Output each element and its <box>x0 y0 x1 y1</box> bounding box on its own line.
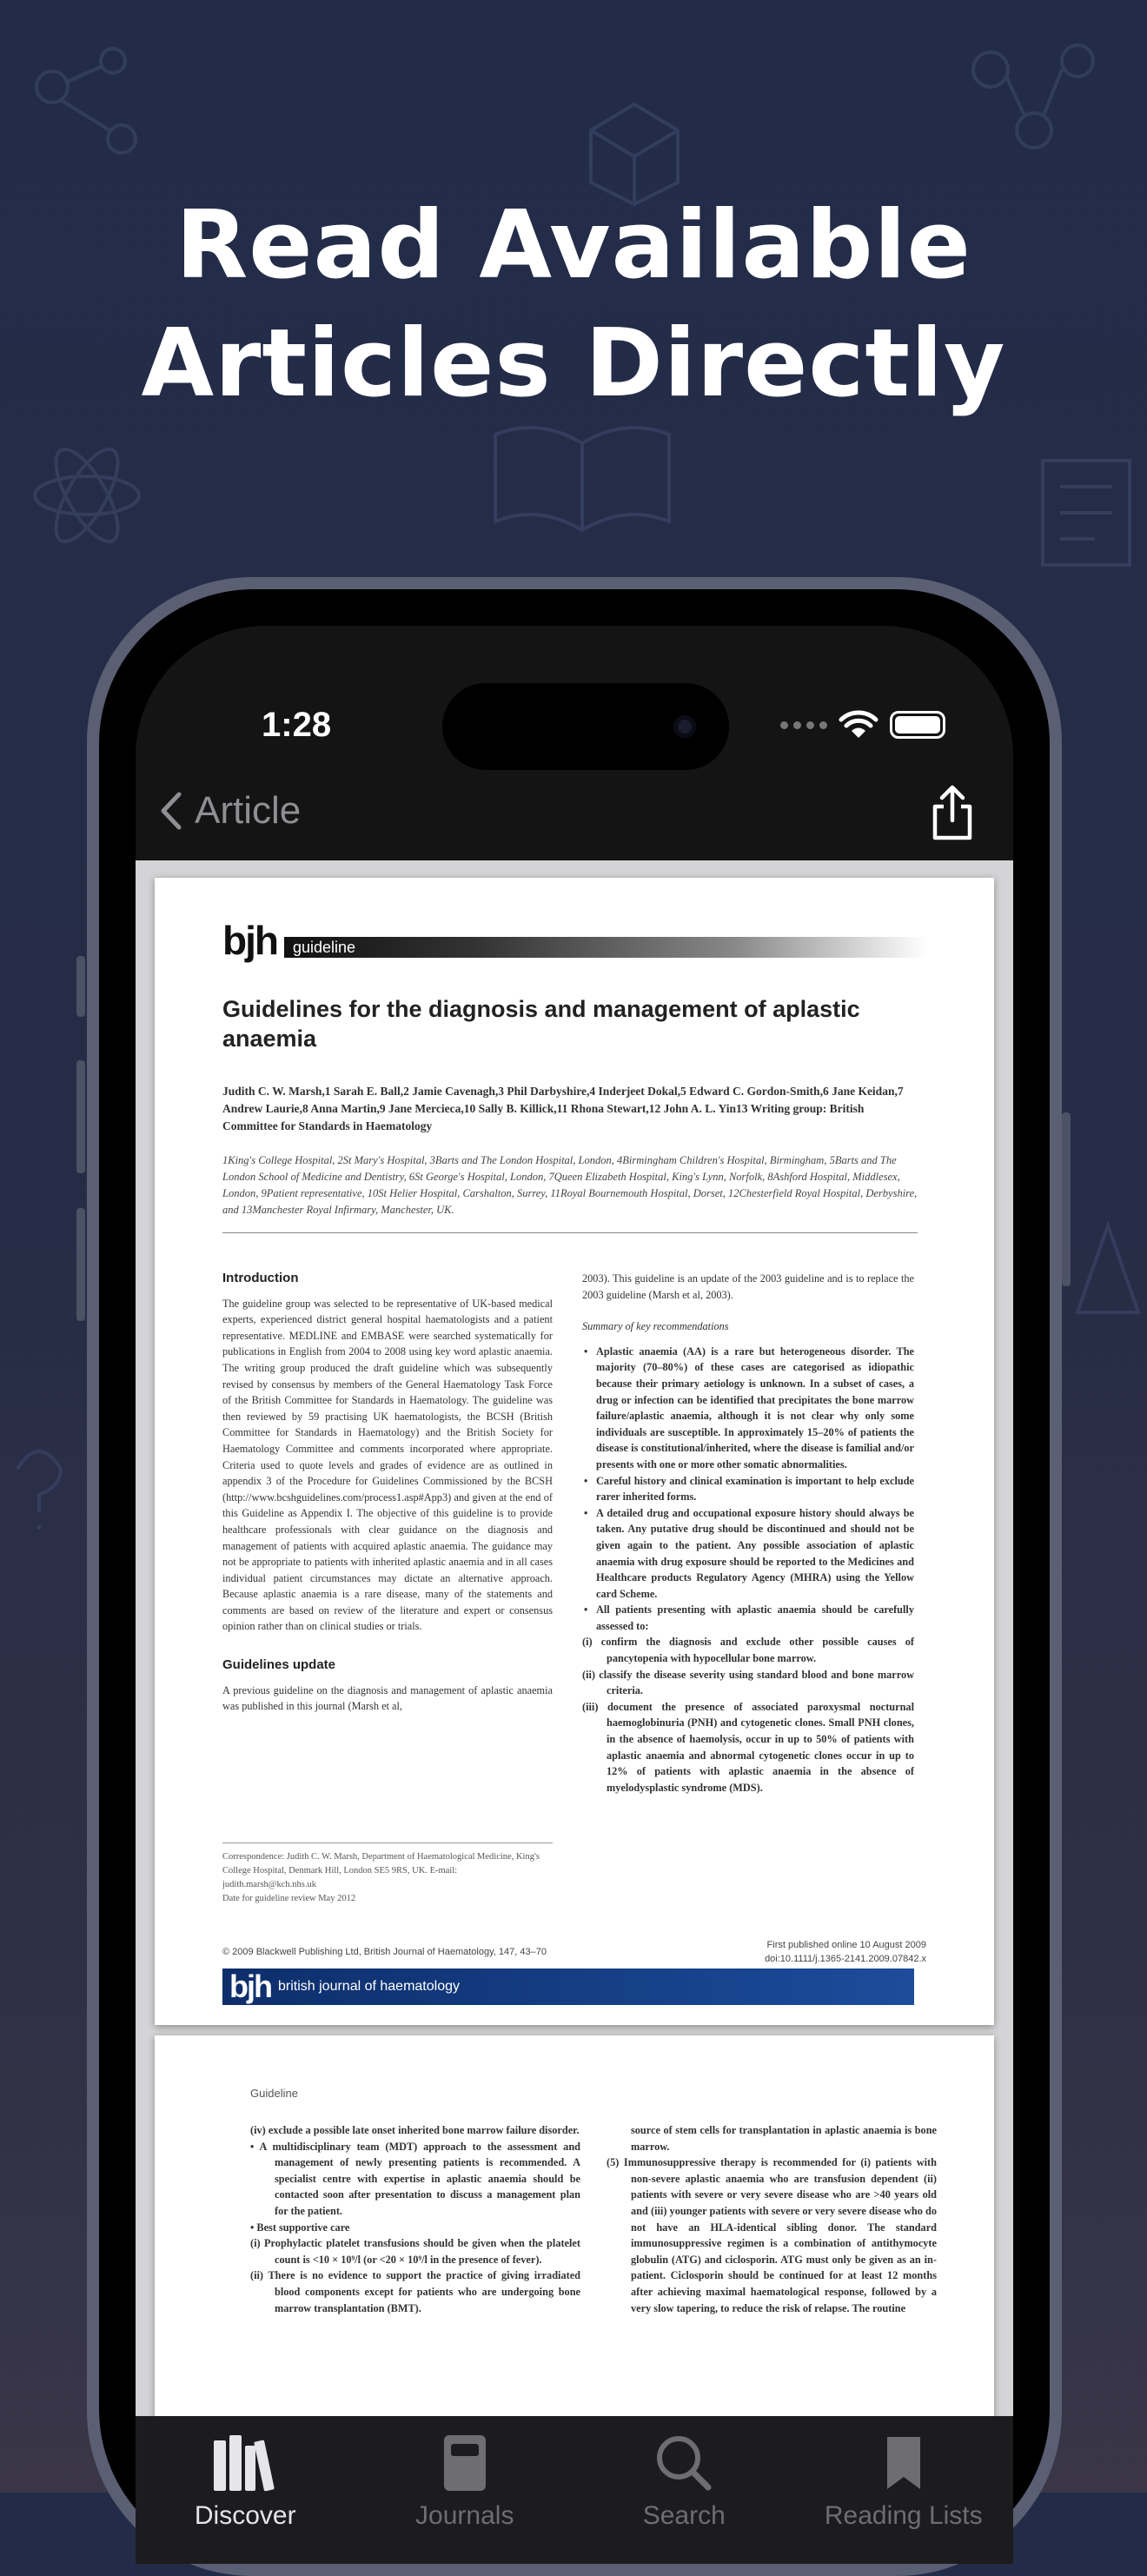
status-time: 1:28 <box>262 706 332 744</box>
update-text: A previous guideline on the diagnosis and management of aplastic anaemia was published in this journal (Marsh et al, <box>222 1683 553 1713</box>
recommendation-item: • Aplastic anaemia (AA) is a rare but heterogeneous disorder. The majority (70–80%) of these cases are categorised as idiopathic because their primary aetiology is unknown. In a subset of cases, a drug or infection can be identified that precipitates the bone marrow failure/aplastic anaemia, although it is not clear why only some individuals are susceptible. In approximately 15–20% of patients the disease is constitutional/inherited, where the disease is familial and/or presents with one or more other somatic abnormalities. <box>582 1344 914 1473</box>
wifi-icon <box>839 710 878 740</box>
tab-bar <box>136 2416 1013 2564</box>
chevron-left-icon <box>160 791 182 831</box>
status-icons <box>780 710 945 740</box>
share-icon <box>926 782 978 843</box>
back-button[interactable] <box>160 789 301 833</box>
subitem: (i) confirm the diagnosis and exclude other possible causes of pancytopenia with hypocellular bone marrow. <box>582 1636 914 1665</box>
dynamic-island <box>442 683 729 770</box>
books-icon <box>210 2433 280 2493</box>
running-head: Guideline <box>250 2087 298 2100</box>
journal-banner: bjh british journal of haematology <box>222 1969 914 2005</box>
signal-dots-icon <box>780 721 827 729</box>
headline-line-1: Read Available <box>176 191 971 300</box>
app-screen <box>136 626 1013 2564</box>
subitem: (iii) document the presence of associated paroxysmal nocturnal haemoglobinuria (PNH) and cytogenetic clones. Small PNH clones, in the absence of haemolysis, occur in up to 50% of patients with aplastic anaemia and abnormal cytogenetic clones occur in up to 12% of patients with aplastic anaemia in the absence of myelodysplastic syndrome (MDS). <box>582 1700 914 1794</box>
copyright-line: © 2009 Blackwell Publishing Ltd, British Journal of Haematology, 147, 43–70 <box>222 1947 547 1957</box>
journal-icon <box>439 2433 491 2493</box>
phone-frame <box>87 577 1062 2576</box>
page2-left-column: (iv) exclude a possible late onset inherited bone marrow failure disorder. • A multidisciplinary team (MDT) approach to the assessment and management of newly presenting patients is recommended. A specialist centre with expertise in aplastic anaemia should be contacted soon after presentation to discuss a management plan for the patient. • Best supportive care (i) Prophylactic platelet transfusions should be given when the platelet count is <10 × 10⁹/l (or <20 × 10⁹/l in the presence of fever). (ii) There is no evidence to support the practice of giving irradiated blood components except for patients who are undergoing bone marrow transplantation (BMT). <box>250 2124 580 2314</box>
intro-text: The guideline group was selected to be representative of UK-based medical experts, experienced district general hospital haematologists and a patient representative. MEDLINE and EMBASE were searched systematically for publications in English from 2004 to 2008 using key word aplastic anaemia. The writing group produced the draft guideline which was subsequently revised by consensus by members of the General Haematology Task Force of the British Committee for Standards in Haematology. The guideline was then reviewed by 59 practising UK haematologists, the BCSH (British Committee for Standards in Haematology) and the British Society for Haematology Committee and comments incorporated where appropriate. Criteria used to quote levels and grades of evidence are as outlined in appendix 3 of the Procedure for Guidelines Commissioned by the BCSH (http://www.bcshguidelines.com/process1.asp#App3) and given at the end of this Guideline as Appendix I. The objective of this guideline is to provide healthcare professionals with clear guidance on the diagnosis and management of patients with acquired aplastic anaemia. The guidance may not be appropriate to patients with inherited aplastic anaemia and in all cases individual patient circumstances may dictate an alternative approach. Because aplastic anaemia is a rare disease, many of the statements and comments are based on review of the literature and expert or consensus opinion rather than on clinical studies or trials. <box>222 1297 553 1633</box>
journal-logo: bjh guideline <box>222 923 927 958</box>
share-button[interactable] <box>926 782 978 846</box>
recommendation-list <box>582 1344 914 1635</box>
page2-right-column: source of stem cells for transplantation in aplastic anaemia is bone marrow. (5) Immunosuppressive therapy is recommended for (i) patients with non-severe aplastic anaemia who are transfusion dependent (ii) patients with severe or very severe disease who are >40 years old and (iii) younger patients with severe or very severe disease who do not have an HLA-identical sibling donor. The standard immunosuppressive regimen is a combination of antithymocyte globulin (ATG) and ciclosporin. ATG must only be given as an in-patient. Ciclosporin should be continued for at least 12 months after achieving maximal haematological response, followed by a very slow tapering, to reduce the risk of relapse. The routine <box>607 2124 937 2314</box>
correspondence-note: Correspondence: Judith C. W. Marsh, Department of Haematological Medicine, King's College Hospital, Denmark Hill, London SE5 9RS, UK. E-mail: judith.marsh@kch.nhs.uk Date for guideline review May 2012 <box>222 1842 553 1906</box>
tab-reading-lists[interactable]: Reading Lists <box>817 2433 991 2531</box>
back-label: Article <box>195 789 302 832</box>
tab-discover[interactable]: Discover <box>158 2433 332 2531</box>
summary-heading: Summary of key recommendations <box>582 1320 729 1333</box>
update-heading: Guidelines update <box>222 1657 336 1673</box>
article-affiliations: 1King's College Hospital, 2St Mary's Hospital, 3Barts and The London Hospital, London, 4Birmingham Children's Hospital, Birmingham, 5Barts and The London School of Medicine and Dentistry, 6St George's Hospital, London, 7Queen Elizabeth Hospital, King's Lynn, Norfolk, 8Ashford Hospital, Middlesex, London, 9Patient representative, 10St Helier Hospital, Carshalton, Surrey, 11Royal Bournemouth Hospital, Dorset, 12Chesterfield Royal Hospital, Derbyshire, and 13Manchester Royal Infirmary, Manchester, UK. <box>222 1152 918 1233</box>
publication-info: First published online 10 August 2009 doi:10.1111/j.1365-2141.2009.07842.x <box>765 1940 926 1964</box>
right-continued-text: 2003). This guideline is an update of the 2003 guideline and is to replace the 2003 guideline (Marsh et al, 2003). <box>582 1272 914 1301</box>
pdf-page-1 <box>155 878 994 2025</box>
pdf-viewer[interactable] <box>136 860 1013 2564</box>
bookmark-icon <box>882 2433 925 2493</box>
left-column <box>222 1271 553 1715</box>
tab-search[interactable]: Search <box>597 2433 771 2531</box>
search-icon <box>654 2433 713 2493</box>
intro-heading: Introduction <box>222 1271 299 1285</box>
article-authors: Judith C. W. Marsh,1 Sarah E. Ball,2 Jamie Cavenagh,3 Phil Darbyshire,4 Inderjeet Dokal,5 Edward C. Gordon-Smith,6 Jane Keidan,7 Andrew Laurie,8 Anna Martin,9 Jane Mercieca,10 Sally B. Killick,11 Rhona Stewart,12 John A. L. Yin13 Writing group: British Committee for Standards in Haematology <box>222 1085 904 1132</box>
volume-down-button <box>76 1208 85 1321</box>
mute-switch <box>76 956 85 1017</box>
recommendation-item: • Careful history and clinical examination is important to help exclude rarer inherited forms. <box>582 1473 914 1505</box>
recommendation-item: • All patients presenting with aplastic anaemia should be carefully assessed to: <box>582 1602 914 1634</box>
subitem: (ii) classify the disease severity using standard blood and bone marrow criteria. <box>582 1668 914 1697</box>
nav-bar <box>136 773 1013 860</box>
recommendation-item: • A detailed drug and occupational exposure history should always be taken. Any putative drug should be discontinued and should not be given again to the patient. Any possible association of aplastic anaemia with drug exposure should be reported to the Medicines and Healthcare products Regulatory Agency (MHRA) using the Yellow card Scheme. <box>582 1505 914 1603</box>
headline-line-2: Articles Directly <box>141 309 1006 418</box>
volume-up-button <box>76 1060 85 1173</box>
battery-icon <box>890 711 945 739</box>
article-title: Guidelines for the diagnosis and management of aplastic anaemia <box>222 996 860 1052</box>
power-button <box>1062 1112 1071 1286</box>
tab-journals[interactable]: Journals <box>378 2433 552 2531</box>
right-column <box>582 1271 914 1796</box>
promo-headline <box>0 187 1147 423</box>
